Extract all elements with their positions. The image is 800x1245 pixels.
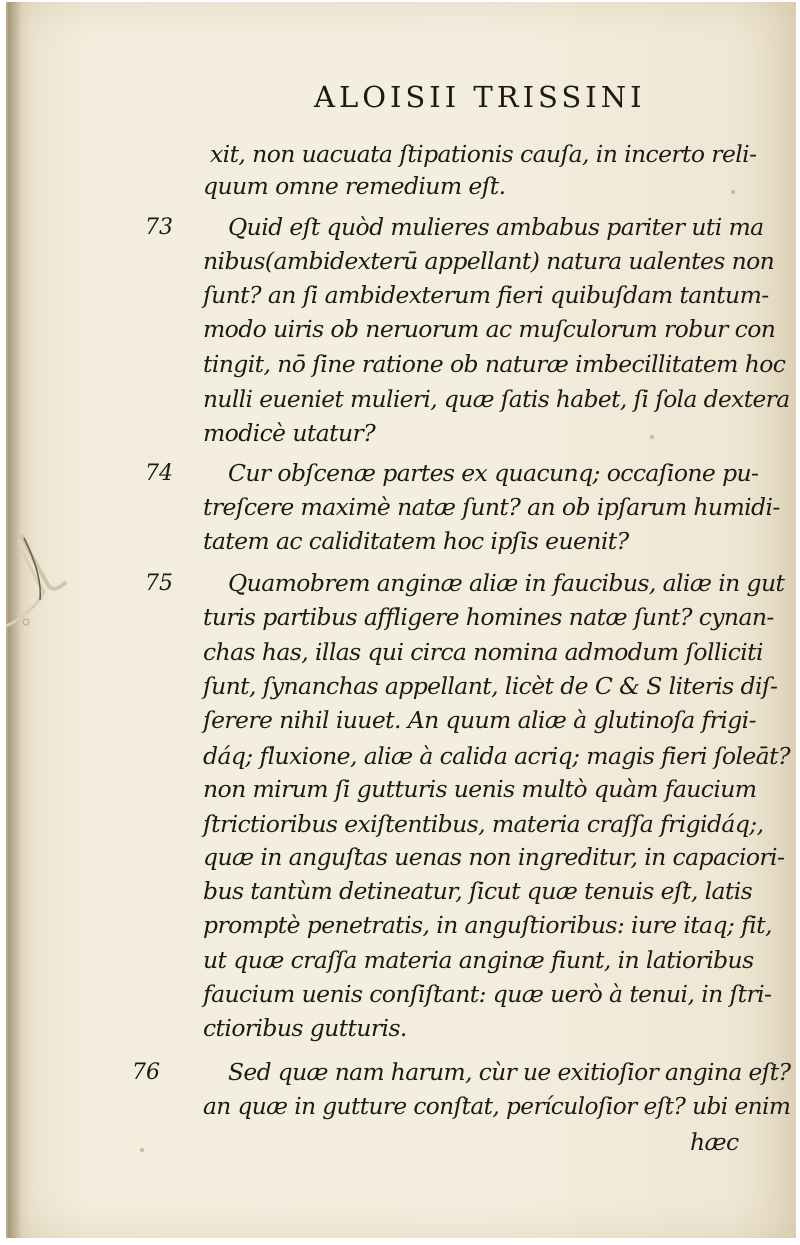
section-number: 74 — [145, 461, 173, 486]
text-line: Cur obſcenæ partes ex quacunq; occaſione pu- — [228, 459, 759, 487]
text-line: treſcere maximè natæ ſunt? an ob ipſarum humidi- — [203, 493, 780, 521]
text-line: promptè penetratis, in anguſtioribus: iure itaq; fit, — [203, 911, 772, 939]
text-line: ſtrictioribus exiſtentibus, materia craſſa frigidáq;, — [203, 810, 764, 838]
text-line: non mirum ſi gutturis uenis multò quàm faucium — [203, 775, 757, 803]
text-line: modo uiris ob neruorum ac muſculorum robur con — [203, 315, 776, 343]
section-number: 75 — [145, 571, 173, 596]
text-line: Sed quæ nam harum, cùr ue exitioſior angina eſt? — [228, 1058, 791, 1086]
text-line: nibus(ambidexterū appellant) natura ualentes non — [203, 247, 775, 275]
text-line: quæ in anguſtas uenas non ingreditur, in capaciori- — [203, 843, 785, 871]
text-line: ut quæ craſſa materia anginæ fiunt, in latioribus — [203, 946, 754, 974]
binding-thread-icon — [0, 530, 80, 640]
paper-speck — [731, 190, 735, 194]
text-line: chas has, illas qui circa nomina admodum ſolliciti — [203, 638, 763, 666]
text-line: faucium uenis conſiſtant: quæ uerò à tenui, in ſtri- — [203, 980, 772, 1008]
text-line: bus tantùm detineatur, ſicut quæ tenuis eſt, latis — [203, 877, 753, 905]
section-number: 73 — [145, 215, 173, 240]
text-line: modicè utatur? — [203, 419, 376, 447]
text-line: quum omne remedium eſt. — [203, 172, 506, 200]
text-line: ſunt? an ſi ambidexterum fieri quibuſdam tantum- — [203, 281, 769, 309]
text-line: dáq; fluxione, aliæ à calida acriq; magis fieri ſoleāt? — [203, 742, 790, 770]
text-line: ſunt, ſynanchas appellant, licèt de C & S literis diſ- — [203, 672, 778, 700]
section-number: 76 — [132, 1060, 160, 1085]
text-line: Quid eſt quòd mulieres ambabus pariter uti ma — [228, 213, 764, 241]
paper-speck — [650, 435, 654, 439]
text-line: ctioribus gutturis. — [203, 1014, 407, 1042]
text-line: hæc — [690, 1128, 739, 1156]
text-line: tatem ac caliditatem hoc ipſis euenit? — [203, 527, 629, 555]
text-line: xit, non uacuata ſtipationis cauſa, in incerto reli- — [210, 140, 757, 168]
text-line: Quamobrem anginæ aliæ in faucibus, aliæ in gut — [228, 569, 785, 597]
paper-speck — [140, 1148, 144, 1152]
running-head: ALOISII TRISSINI — [314, 80, 646, 114]
text-line: ſerere nihil iuuet. An quum aliæ à glutinoſa frigi- — [203, 706, 756, 734]
text-line: turis partibus affligere homines natæ ſunt? cynan- — [203, 603, 774, 631]
text-line: nulli eueniet mulieri, quæ ſatis habet, ſi ſola dextera — [203, 385, 790, 413]
text-line: tingit, nō ſine ratione ob naturæ imbecillitatem hoc — [203, 350, 786, 378]
text-line: an quæ in gutture conſtat, perículoſior eſt? ubi enim — [203, 1092, 791, 1120]
